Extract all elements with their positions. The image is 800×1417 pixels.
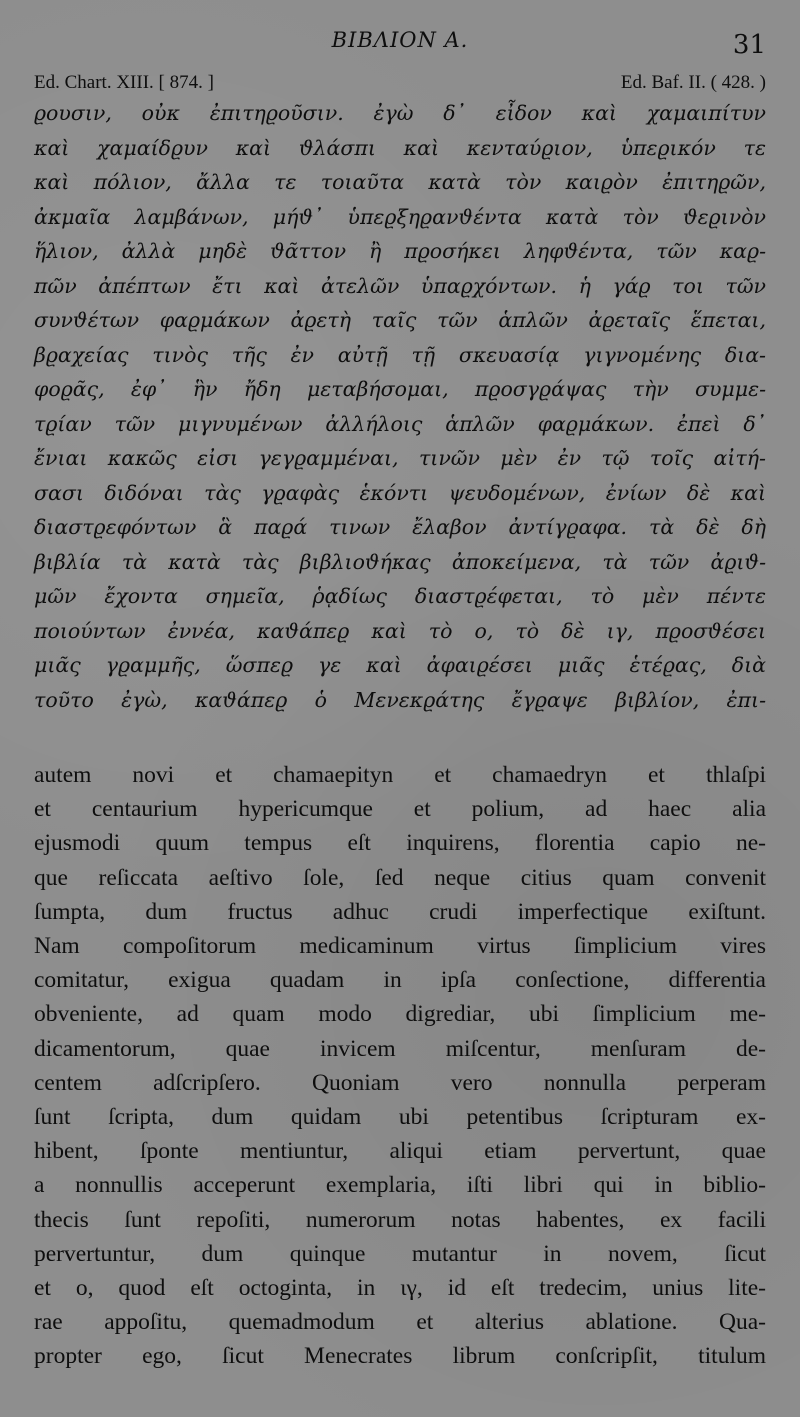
- edition-reference-right: Ed. Baf. II. ( 428. ): [620, 72, 766, 93]
- latin-line: ſunt ſcripta, dum quidam ubi petentibus ſcripturam ex-: [34, 1104, 766, 1131]
- greek-line: βιβλία τὰ κατὰ τὰς βιβλιοϑήκας ἀποκείμενα, τὰ τῶν ἀϱιϑ-: [34, 549, 766, 574]
- latin-line: centem adſcripſero. Quoniam vero nonnulla perperam: [34, 1069, 766, 1096]
- greek-line: ἔνιαι κακῶς εἰσι γεγϱαμμέναι, τινῶν μὲν ἐν τῷ τοῖς αἰτή-: [34, 446, 766, 470]
- edition-reference-left: Ed. Chart. XIII. [ 874. ]: [34, 72, 214, 93]
- greek-line: ποιούντων ἐννέα, καϑάπεϱ καὶ τὸ ο, τὸ δὲ ιγ, πϱοσϑέσει: [34, 618, 766, 643]
- latin-line: propter ego, ſicut Menecrates librum conſcripſit, titulum: [34, 1343, 766, 1370]
- greek-line: τοῦτο ἐγὼ, καϑάπεϱ ὁ Μενεκϱάτης ἔγϱαψε βιβλίον, ἐπι-: [34, 687, 766, 712]
- latin-line: autem novi et chamaepityn et chamaedryn et thlaſpi: [34, 762, 766, 788]
- greek-line: μιᾶς γϱαμμῆς, ὥσπεϱ γε καὶ ἀφαιϱέσει μιᾶς ἑτέϱας, διὰ: [34, 653, 766, 677]
- running-title: BIBΛΙΟΝ Α.: [331, 28, 469, 52]
- greek-line: ἀκμαῖα λαμβάνων, μήϑ᾽ ὑπεϱξηϱανϑέντα κατὰ τὸν ϑεϱινὸν: [34, 204, 766, 229]
- greek-text-block: [34, 96, 766, 717]
- greek-line: πῶν ἀπέπτων ἔτι καὶ ἀτελῶν ὑπαϱχόντων. ἡ γάϱ τοι τῶν: [34, 273, 766, 298]
- latin-line: comitatur, exigua quadam in ipſa conſectione, differentia: [34, 967, 766, 994]
- latin-line: et o, quod eſt octoginta, in ιγ, id eſt tredecim, unius lite-: [34, 1275, 766, 1302]
- greek-line: τϱίαν τῶν μιγνυμένων ἀλλήλοις ἁπλῶν φαϱμάκων. ἐπεὶ δ᾽: [34, 411, 766, 436]
- latin-line: pervertuntur, dum quinque mutantur in novem, ſicut: [34, 1240, 766, 1267]
- greek-line: συνϑέτων φαϱμάκων ἀϱετὴ ταῖς τῶν ἁπλῶν ἀϱεταῖς ἕπεται,: [34, 308, 766, 332]
- greek-line: ϱουσιν, οὐκ ἐπιτηϱοῦσιν. ἐγὼ δ᾽ εἶδον καὶ χαμαιπίτυν: [34, 101, 766, 125]
- latin-line: obveniente, ad quam modo digrediar, ubi ſimplicium me-: [34, 1001, 766, 1028]
- greek-line: καὶ χαμαίδϱυν καὶ ϑλάσπι καὶ κενταύϱιον, ὑπεϱικόν τε: [34, 135, 766, 160]
- latin-line: que reſiccata aeſtivo ſole, ſed neque citius quam convenit: [34, 864, 766, 891]
- greek-line: βϱαχείας τινὸς τῆς ἐν αὐτῇ τῇ σκευασίᾳ γιγνομένης δια-: [34, 342, 766, 367]
- page-number: 31: [732, 30, 766, 60]
- latin-line: hibent, ſponte mentiuntur, aliqui etiam pervertunt, quae: [34, 1138, 766, 1165]
- latin-line: rae appoſitu, quemadmodum et alterius ablatione. Qua-: [34, 1309, 766, 1336]
- latin-text-block: [34, 758, 766, 1374]
- greek-line: ἥλιον, ἀλλὰ μηδὲ ϑᾶττον ἢ πϱοσήκει ληφϑέντα, τῶν καϱ-: [34, 239, 766, 263]
- greek-line: σασι διδόναι τὰς γϱαφὰς ἑκόντι ψευδομένων, ἐνίων δὲ καὶ: [34, 480, 766, 505]
- latin-line: thecis ſunt repoſiti, numerorum notas habentes, ex facili: [34, 1206, 766, 1233]
- latin-line: ſumpta, dum fructus adhuc crudi imperfectique exiſtunt.: [34, 898, 766, 925]
- latin-line: dicamentorum, quae invicem miſcentur, menſuram de-: [34, 1035, 766, 1062]
- latin-line: Nam compoſitorum medicaminum virtus ſimplicium vires: [34, 933, 766, 960]
- greek-line: καὶ πόλιον, ἄλλα τε τοιαῦτα κατὰ τὸν καιϱὸν ἐπιτηϱῶν,: [34, 170, 766, 194]
- latin-line: a nonnullis acceperunt exemplaria, iſti libri qui in biblio-: [34, 1172, 766, 1199]
- latin-line: et centaurium hypericumque et polium, ad haec alia: [34, 796, 766, 823]
- greek-line: μῶν ἔχοντα σημεῖα, ῥᾳδίως διαστϱέφεται, τὸ μὲν πέντε: [34, 584, 766, 608]
- greek-line: φοϱᾶς, ἐφ᾽ ἣν ἤδη μεταβήσομαι, πϱοσγϱάψας τὴν συμμε-: [34, 377, 766, 401]
- latin-line: ejusmodi quum tempus eſt inquirens, florentia capio ne-: [34, 830, 766, 857]
- greek-line: διαστϱεφόντων ἃ παϱά τινων ἔλαβον ἀντίγϱαφα. τὰ δὲ δὴ: [34, 515, 766, 539]
